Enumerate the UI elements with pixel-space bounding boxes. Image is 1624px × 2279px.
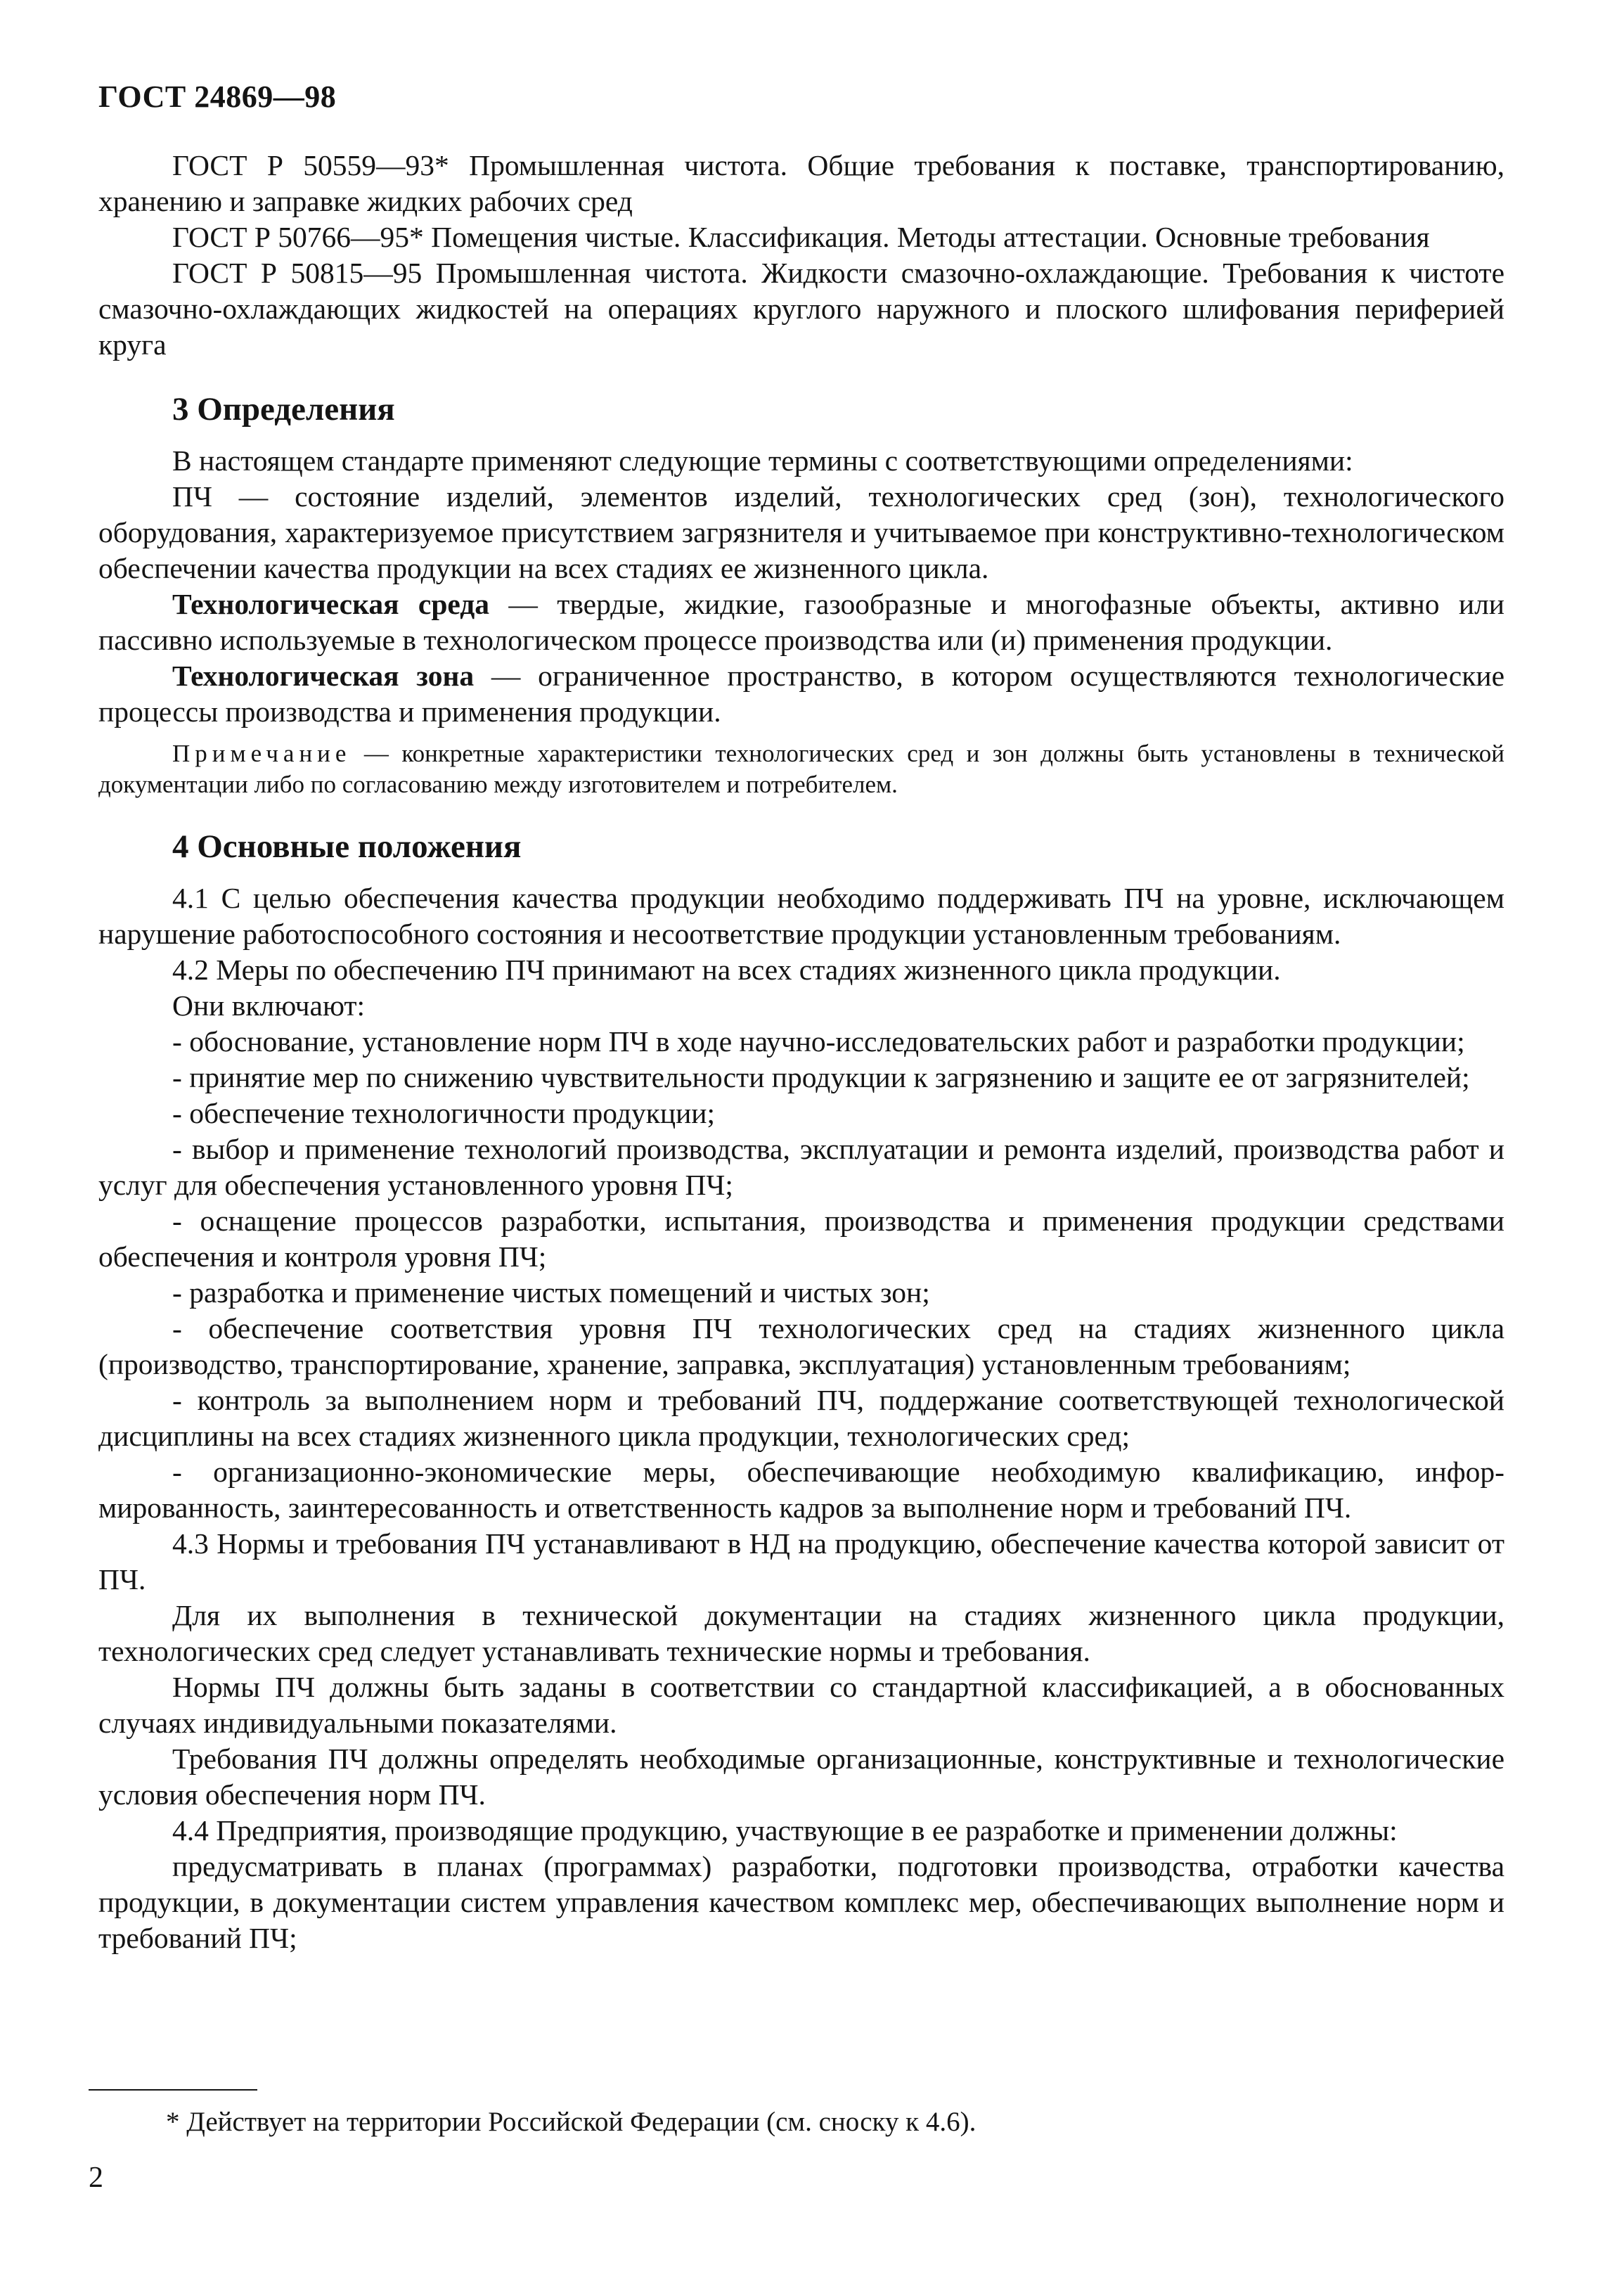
paragraph: Нормы ПЧ должны быть заданы в соответствии со стандартной классификацией, а в обоснованных случаях индивидуальными показателями.	[98, 1671, 1504, 1739]
list-item: - выбор и применение технологий производства, эксплуатации и ремонта изделий, производства работ и услуг для обеспечения установленного уровня ПЧ;	[98, 1133, 1504, 1201]
list-item: - обеспечение соответствия уровня ПЧ технологических сред на стадиях жизненного цикла (производство, транспортирование, хранение, заправка, эксплуатация) установленным требованиям;	[98, 1312, 1504, 1380]
reference-item: ГОСТ Р 50766—95* Помещения чистые. Классификация. Методы аттестации. Основные требования	[172, 221, 1430, 253]
running-header: ГОСТ 24869—98	[98, 79, 337, 114]
list-item: - принятие мер по снижению чувствительности продукции к загрязнению и защите ее от загрязнителей;	[172, 1061, 1470, 1093]
definition-pch: ПЧ — состояние изделий, элементов изделий, технологических сред (зон), технологического оборудования, характеризуемое присутствием загрязнителя и учитываемое при конструктивно-технологическом обеспечении качества продукции на всех стадиях ее жизненного цикла.	[98, 480, 1504, 584]
page-body	[98, 148, 1504, 1956]
reference-item: ГОСТ Р 50559—93* Промышленная чистота. Общие требования к поставке, транспортированию, хранению и заправке жидких рабочих сред	[98, 149, 1504, 217]
list-item: - обеспечение технологичности продукции;	[172, 1097, 716, 1129]
reference-item: ГОСТ Р 50815—95 Промышленная чистота. Жидкости смазочно-охлаждающие. Требования к чистоте смазочно-охлаждающих жидкостей на операциях круглого наружного и плоского шлифования периферией круга	[98, 257, 1504, 361]
paragraph: Для их выполнения в технической документации на стадиях жизненного цикла продукции, технологических сред следует устанавливать технические нормы и требования.	[98, 1599, 1504, 1667]
term-sreda: Технологическая среда	[172, 588, 490, 620]
list-item: - контроль за выполнением норм и требований ПЧ, поддержание соответствующей технологической дисциплины на всех стадиях жизненного цикла продукции, технологических сред;	[98, 1384, 1504, 1452]
note-text: — конкретные характеристики технологических сред и зон должны быть установлены в технической документации либо по согласованию между изготовителем и потребителем.	[98, 740, 1504, 798]
definition-zona	[98, 658, 1504, 730]
footnote: * Действует на территории Российской Федерации (см. сноску к 4.6).	[166, 2107, 977, 2137]
list-item: - разработка и применение чистых помещений и чистых зон;	[172, 1276, 930, 1309]
section-4-heading: 4 Основные положения	[172, 828, 522, 865]
paragraph: Они включают:	[172, 989, 366, 1022]
footnote-rule	[89, 2089, 257, 2091]
definition-sreda	[98, 586, 1504, 658]
list-item: - оснащение процессов разработки, испытания, производства и применения продукции средствами обеспечения и контроля уровня ПЧ;	[98, 1205, 1504, 1273]
note-label: Примечание	[172, 740, 352, 767]
definition-sreda-text: — твердые, жидкие, газообразные и многофазные объекты, активно или пассивно используемые в технологическом процессе производства или (и) применения продукции.	[98, 588, 1504, 656]
paragraph-4-3: 4.3 Нормы и требования ПЧ устанавливают в НД на продукцию, обеспечение качества которой зависит от ПЧ.	[98, 1527, 1504, 1596]
paragraph: Требования ПЧ должны определять необходимые организационные, конструктивные и технологические условия обеспечения норм ПЧ.	[98, 1742, 1504, 1811]
paragraph-4-1: 4.1 С целью обеспечения качества продукции необходимо поддерживать ПЧ на уровне, исключающем нарушение работоспособного состояния и несоответствие продукции установленным требованиям.	[98, 882, 1504, 950]
list-item: - обоснование, установление норм ПЧ в ходе научно-исследовательских работ и разработки продукции;	[172, 1025, 1465, 1058]
section-3-heading: 3 Определения	[172, 391, 395, 428]
paragraph-4-4: 4.4 Предприятия, производящие продукцию, участвующие в ее разработке и применении должны:	[172, 1814, 1398, 1847]
paragraph: предусматривать в планах (программах) разработки, подготовки производства, отработки качества продукции, в документации систем управления качеством комплекс мер, обеспечивающих выполнение норм и требований ПЧ;	[98, 1850, 1504, 1954]
list-item: - организационно-экономические меры, обеспечивающие необходимую квалификацию, информированность, заинтересованность и ответственность кадров за выполнение норм и требований ПЧ.	[98, 1456, 1504, 1524]
definition-zona-text: — ограниченное пространство, в котором осуществляются технологические процессы производства и применения продукции.	[98, 660, 1504, 728]
note	[98, 738, 1504, 800]
term-zona: Технологическая зона	[172, 660, 475, 692]
page-number: 2	[89, 2162, 103, 2194]
definitions-intro: В настоящем стандарте применяют следующие термины с соответствующими определениями:	[172, 444, 1353, 477]
paragraph-4-2: 4.2 Меры по обеспечению ПЧ принимают на всех стадиях жизненного цикла продукции.	[172, 954, 1281, 986]
